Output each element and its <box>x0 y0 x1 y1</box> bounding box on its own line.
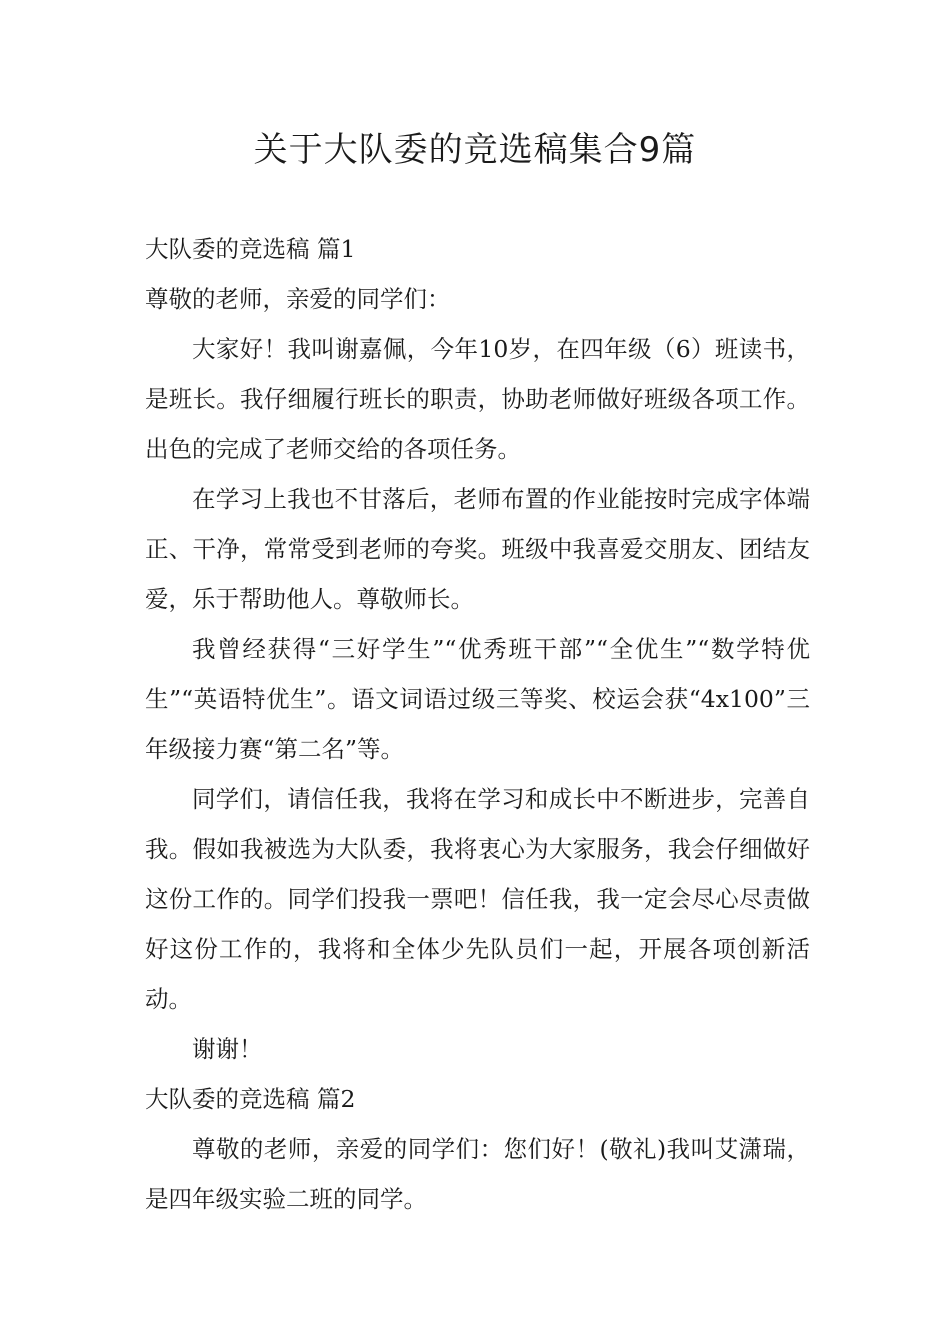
section-2-heading: 大队委的竞选稿 篇2 <box>145 1085 356 1113</box>
document-body <box>145 224 810 1224</box>
section-2-paragraph-1: 尊敬的老师，亲爱的同学们：您们好！(敬礼)我叫艾潇瑞，是四年级实验二班的同学。 <box>145 1135 810 1213</box>
section-1-paragraph-3: 我曾经获得“三好学生”“优秀班干部”“全优生”“数学特优生”“英语特优生”。语文词语过级三等奖、校运会获“4x100”三年级接力赛“第二名”等。 <box>145 635 810 763</box>
section-1-greeting: 尊敬的老师，亲爱的同学们： <box>145 285 451 313</box>
document-title: 关于大队委的竞选稿集合9篇 <box>253 130 697 170</box>
section-1-closing: 谢谢！ <box>192 1035 263 1063</box>
section-1-paragraph-2: 在学习上我也不甘落后，老师布置的作业能按时完成字体端正、干净，常常受到老师的夸奖。班级中我喜爱交朋友、团结友爱，乐于帮助他人。尊敬师长。 <box>145 485 810 613</box>
section-1-heading: 大队委的竞选稿 篇1 <box>145 235 356 263</box>
section-1-paragraph-1: 大家好！我叫谢嘉佩，今年10岁，在四年级（6）班读书，是班长。我仔细履行班长的职责，协助老师做好班级各项工作。出色的完成了老师交给的各项任务。 <box>145 335 810 463</box>
section-1-paragraph-4: 同学们，请信任我，我将在学习和成长中不断进步，完善自我。假如我被选为大队委，我将衷心为大家服务，我会仔细做好这份工作的。同学们投我一票吧！信任我，我一定会尽心尽责做好这份工作的，我将和全体少先队员们一起，开展各项创新活动。 <box>145 785 810 1013</box>
